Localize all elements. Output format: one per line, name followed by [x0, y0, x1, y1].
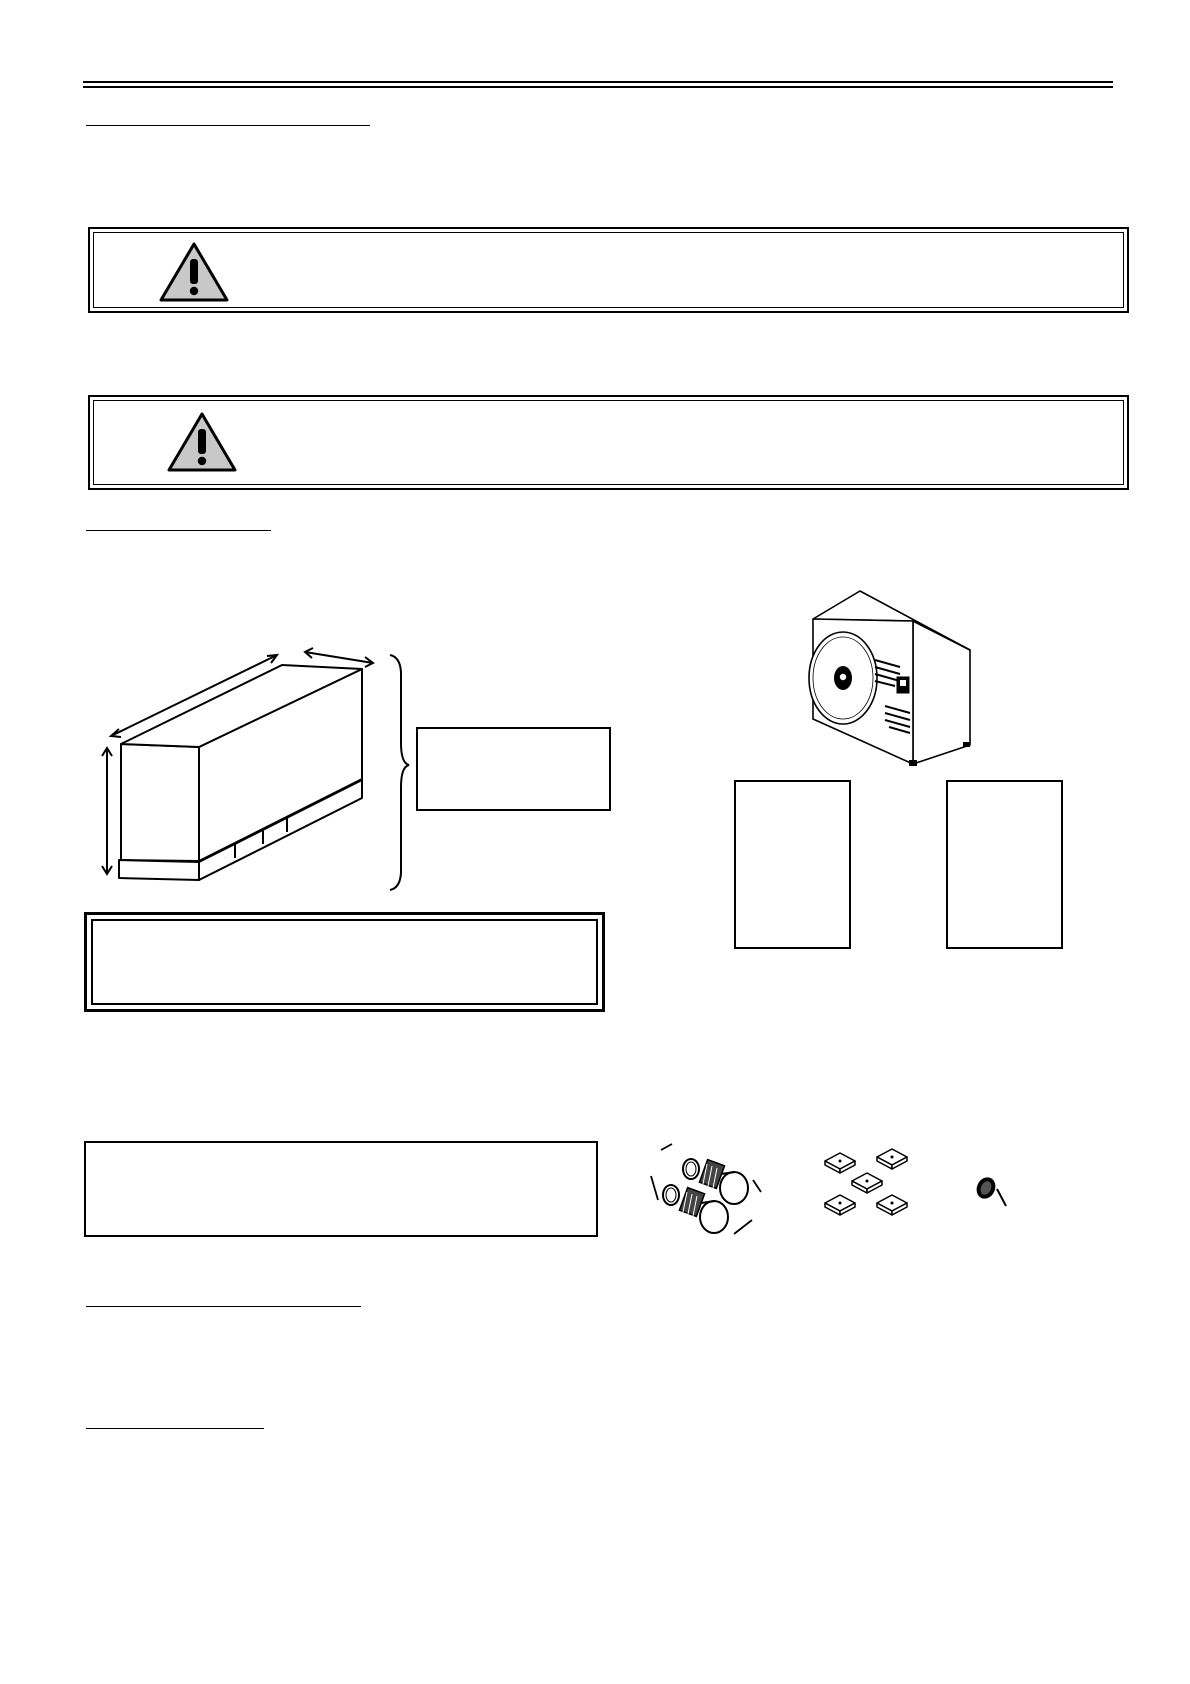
section-3-heading — [86, 1306, 361, 1307]
packaging-note-box — [84, 912, 605, 1012]
accessories-box — [84, 1141, 598, 1237]
drain-plug-icon — [974, 1176, 1014, 1216]
hose-connector-fittings-icon — [648, 1132, 768, 1252]
header-rule-top — [83, 81, 1113, 83]
packaging-label-box — [416, 727, 611, 811]
section-2-heading — [86, 530, 271, 531]
unit-right-label-box — [946, 780, 1063, 949]
unit-left-label-box — [734, 780, 851, 949]
warning-triangle-icon — [158, 241, 230, 303]
warning-box-2 — [88, 395, 1129, 490]
warning-triangle-icon — [166, 411, 238, 473]
boxed-unit-on-pallet-icon — [95, 648, 425, 898]
section-1-heading — [86, 125, 370, 126]
anti-vibration-pads-icon — [822, 1147, 932, 1227]
warning-box-1 — [88, 227, 1129, 313]
section-4-heading — [86, 1428, 264, 1429]
heat-pump-unit-icon — [805, 588, 975, 768]
header-rule-bottom — [83, 86, 1113, 88]
